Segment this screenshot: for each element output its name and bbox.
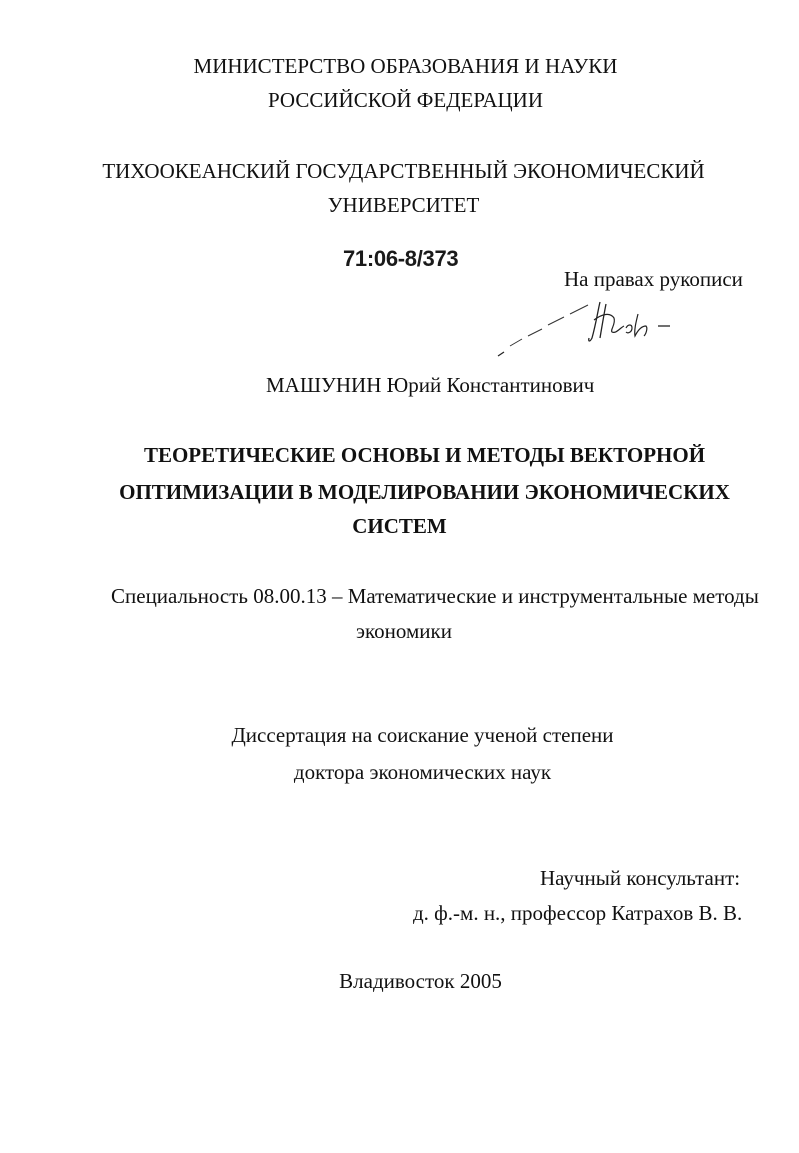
- consultant-name: д. ф.-м. н., профессор Катрахов В. В.: [413, 901, 743, 925]
- rights-note: На правах рукописи: [564, 267, 743, 291]
- author-name: МАШУНИН Юрий Константинович: [266, 373, 595, 397]
- title-line-1: ТЕОРЕТИЧЕСКИЕ ОСНОВЫ И МЕТОДЫ ВЕКТОРНОЙ: [143, 443, 706, 467]
- ministry-line-1: МИНИСТЕРСТВО ОБРАЗОВАНИЯ И НАУКИ: [193, 54, 618, 78]
- specialty-line-1: Специальность 08.00.13 – Математические и инструментальные методы: [111, 584, 759, 608]
- signature-icon: [492, 296, 692, 360]
- ministry-line-2: РОССИЙСКОЙ ФЕДЕРАЦИИ: [268, 88, 543, 112]
- specialty-line-2: экономики: [356, 619, 452, 643]
- dissertation-line-1: Диссертация на соискание ученой степени: [231, 723, 614, 747]
- consultant-label: Научный консультант:: [540, 866, 741, 890]
- university-line-2: УНИВЕРСИТЕТ: [327, 193, 480, 217]
- city-year: Владивосток 2005: [339, 969, 502, 993]
- title-line-2: ОПТИМИЗАЦИИ В МОДЕЛИРОВАНИИ ЭКОНОМИЧЕСКИХ: [119, 480, 730, 504]
- university-line-1: ТИХООКЕАНСКИЙ ГОСУДАРСТВЕННЫЙ ЭКОНОМИЧЕСКИЙ: [102, 159, 705, 183]
- title-line-3: СИСТЕМ: [352, 514, 447, 538]
- catalog-code: 71:06-8/373: [343, 246, 459, 271]
- dissertation-line-2: доктора экономических наук: [293, 760, 552, 784]
